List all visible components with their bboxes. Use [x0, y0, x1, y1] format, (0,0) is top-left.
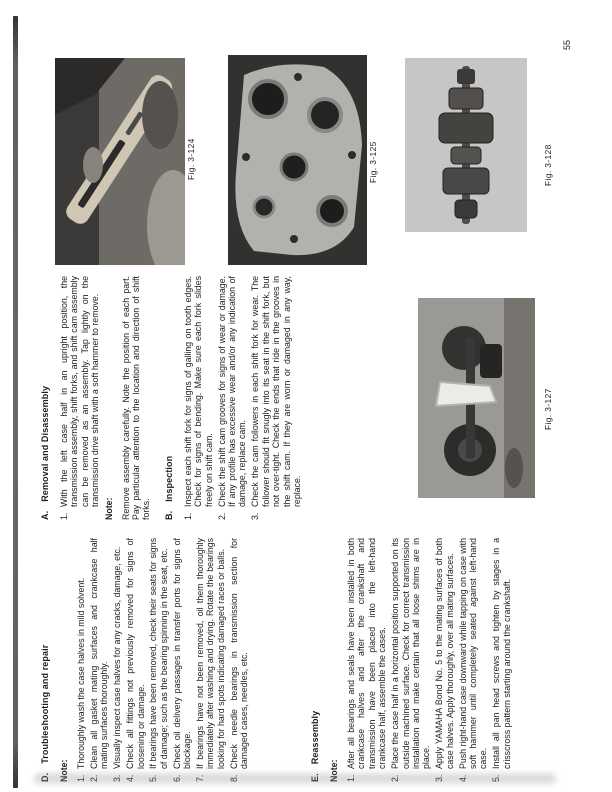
- section-heading-inspection: [164, 276, 174, 520]
- figure-3-124-caption: Fig. 3-124: [186, 138, 196, 180]
- section-troubleshooting: [40, 538, 252, 782]
- section-reassembly: [310, 538, 515, 782]
- page-number: 55: [562, 39, 572, 50]
- figure-3-125-photo-crankcase-half-bearings: [228, 55, 367, 265]
- note-text: Remove assembly carefully. Note the position of each part. Pay particular attention to the location and direction of shift forks.: [120, 276, 152, 520]
- figure-3-128-photo-shift-cam-shaft: [405, 58, 527, 232]
- section-title: Removal and Disassembly: [40, 385, 50, 502]
- figure-3-128-caption: Fig. 3-128: [543, 144, 553, 186]
- note-label: Note:: [103, 497, 114, 520]
- list-item: 1. Thoroughly wash the case halves in mild solvent.: [76, 577, 86, 782]
- section-letter: B.: [163, 510, 174, 520]
- list-item: 4. Push right-hand case downward while tapping on case with soft hammer until completely seated against left-hand case.: [457, 538, 489, 782]
- section-heading-removal: [40, 276, 50, 520]
- scan-edge-smudge: [34, 773, 556, 784]
- list-item: 4. Check all fittings not previously removed for signs of loosening or damage.: [125, 538, 146, 782]
- section-removal-inspection: [40, 276, 305, 520]
- figure-3-125-caption: Fig. 3-125: [368, 141, 378, 183]
- section-title: Reassembly: [310, 710, 320, 765]
- section-letter: A.: [40, 510, 50, 520]
- section-letter: D.: [40, 772, 50, 782]
- section-title: Troubleshooting and repair: [40, 644, 50, 764]
- list-item: 3. Visually inspect case halves for any cracks, damage, etc.: [112, 546, 123, 782]
- figure-3-127-caption: Fig. 3-127: [543, 388, 553, 430]
- section-heading-troubleshooting: [40, 538, 50, 782]
- section-inspection: [164, 276, 302, 520]
- list-item: 5. Install all pan head screws and tighten by stages in a crisscross pattern starting around the crankshaft.: [491, 538, 512, 782]
- list-item: 7. If bearings have not been removed, oil them thoroughly immediately after washing and drying. Rotate the bearings looking for hard spots indicating damaged races or balls.: [195, 538, 226, 782]
- section-title: Inspection: [163, 455, 174, 502]
- list-item: 1. With the left case half in an upright position, the transmission assembly, shift forks, and shift cam assembly can be removed as an assembly. Tap lightly on the transmission drive shaft with a soft hammer to remove.: [59, 276, 101, 520]
- note-label: Note:: [329, 759, 339, 782]
- list-item: 3. Apply YAMAHA Bond No. 5 to the mating surfaces of both case halves. Apply thoroughly, over all mating surfaces.: [434, 538, 455, 782]
- list-item: 2. Clean all gasket mating surfaces and crankcase half mating surfaces thoroughly.: [88, 538, 110, 782]
- list-item: 6. Check oil delivery passages in transfer ports for signs of blockage.: [171, 538, 193, 782]
- section-letter: E.: [310, 773, 320, 782]
- list-item: 5. If bearings have been removed, check their seats for signs of damage; such as the bearing spinning in the seat, etc.: [148, 538, 169, 782]
- list-item: 2. Place the case half in a horizontal position supported on its outside machined surface. Check for correct transmission installation and make certain that all loose shims are in place.: [390, 538, 432, 782]
- figure-3-127-photo-transmission-shift-forks: [418, 298, 535, 498]
- list-item: 2. Check the shift cam grooves for signs of wear or damage. If any profile has excessive wear and/or any indication of damage, replace cam.: [216, 276, 248, 520]
- list-item: 3. Check the cam followers in each shift fork for wear. The follower should fit snugly into its seat in the shift fork, but not over-tight. Check the ends that ride in the grooves in the shift cam. If they are worn or damaged in any way, replace.: [250, 276, 302, 520]
- list-item: 1. Inspect each shift fork for signs of galling on tooth edges. Check for signs of bending. Make sure each fork slides freely on shift cam.: [182, 276, 214, 520]
- list-item: 1. After all bearings and seals have been installed in both crankcase halves and after the crankshaft and transmission have been placed into the left-hand crankcase half, assemble the cases.: [346, 538, 388, 782]
- note-label: Note:: [59, 759, 69, 782]
- scan-edge-bar: [13, 16, 18, 788]
- list-item: 8. Check needle bearings in transmission section for damaged cases, needles, etc.: [228, 538, 250, 782]
- section-heading-reassembly: [310, 538, 320, 782]
- figure-3-124-photo-crankcase-soft-hammer: [55, 58, 185, 265]
